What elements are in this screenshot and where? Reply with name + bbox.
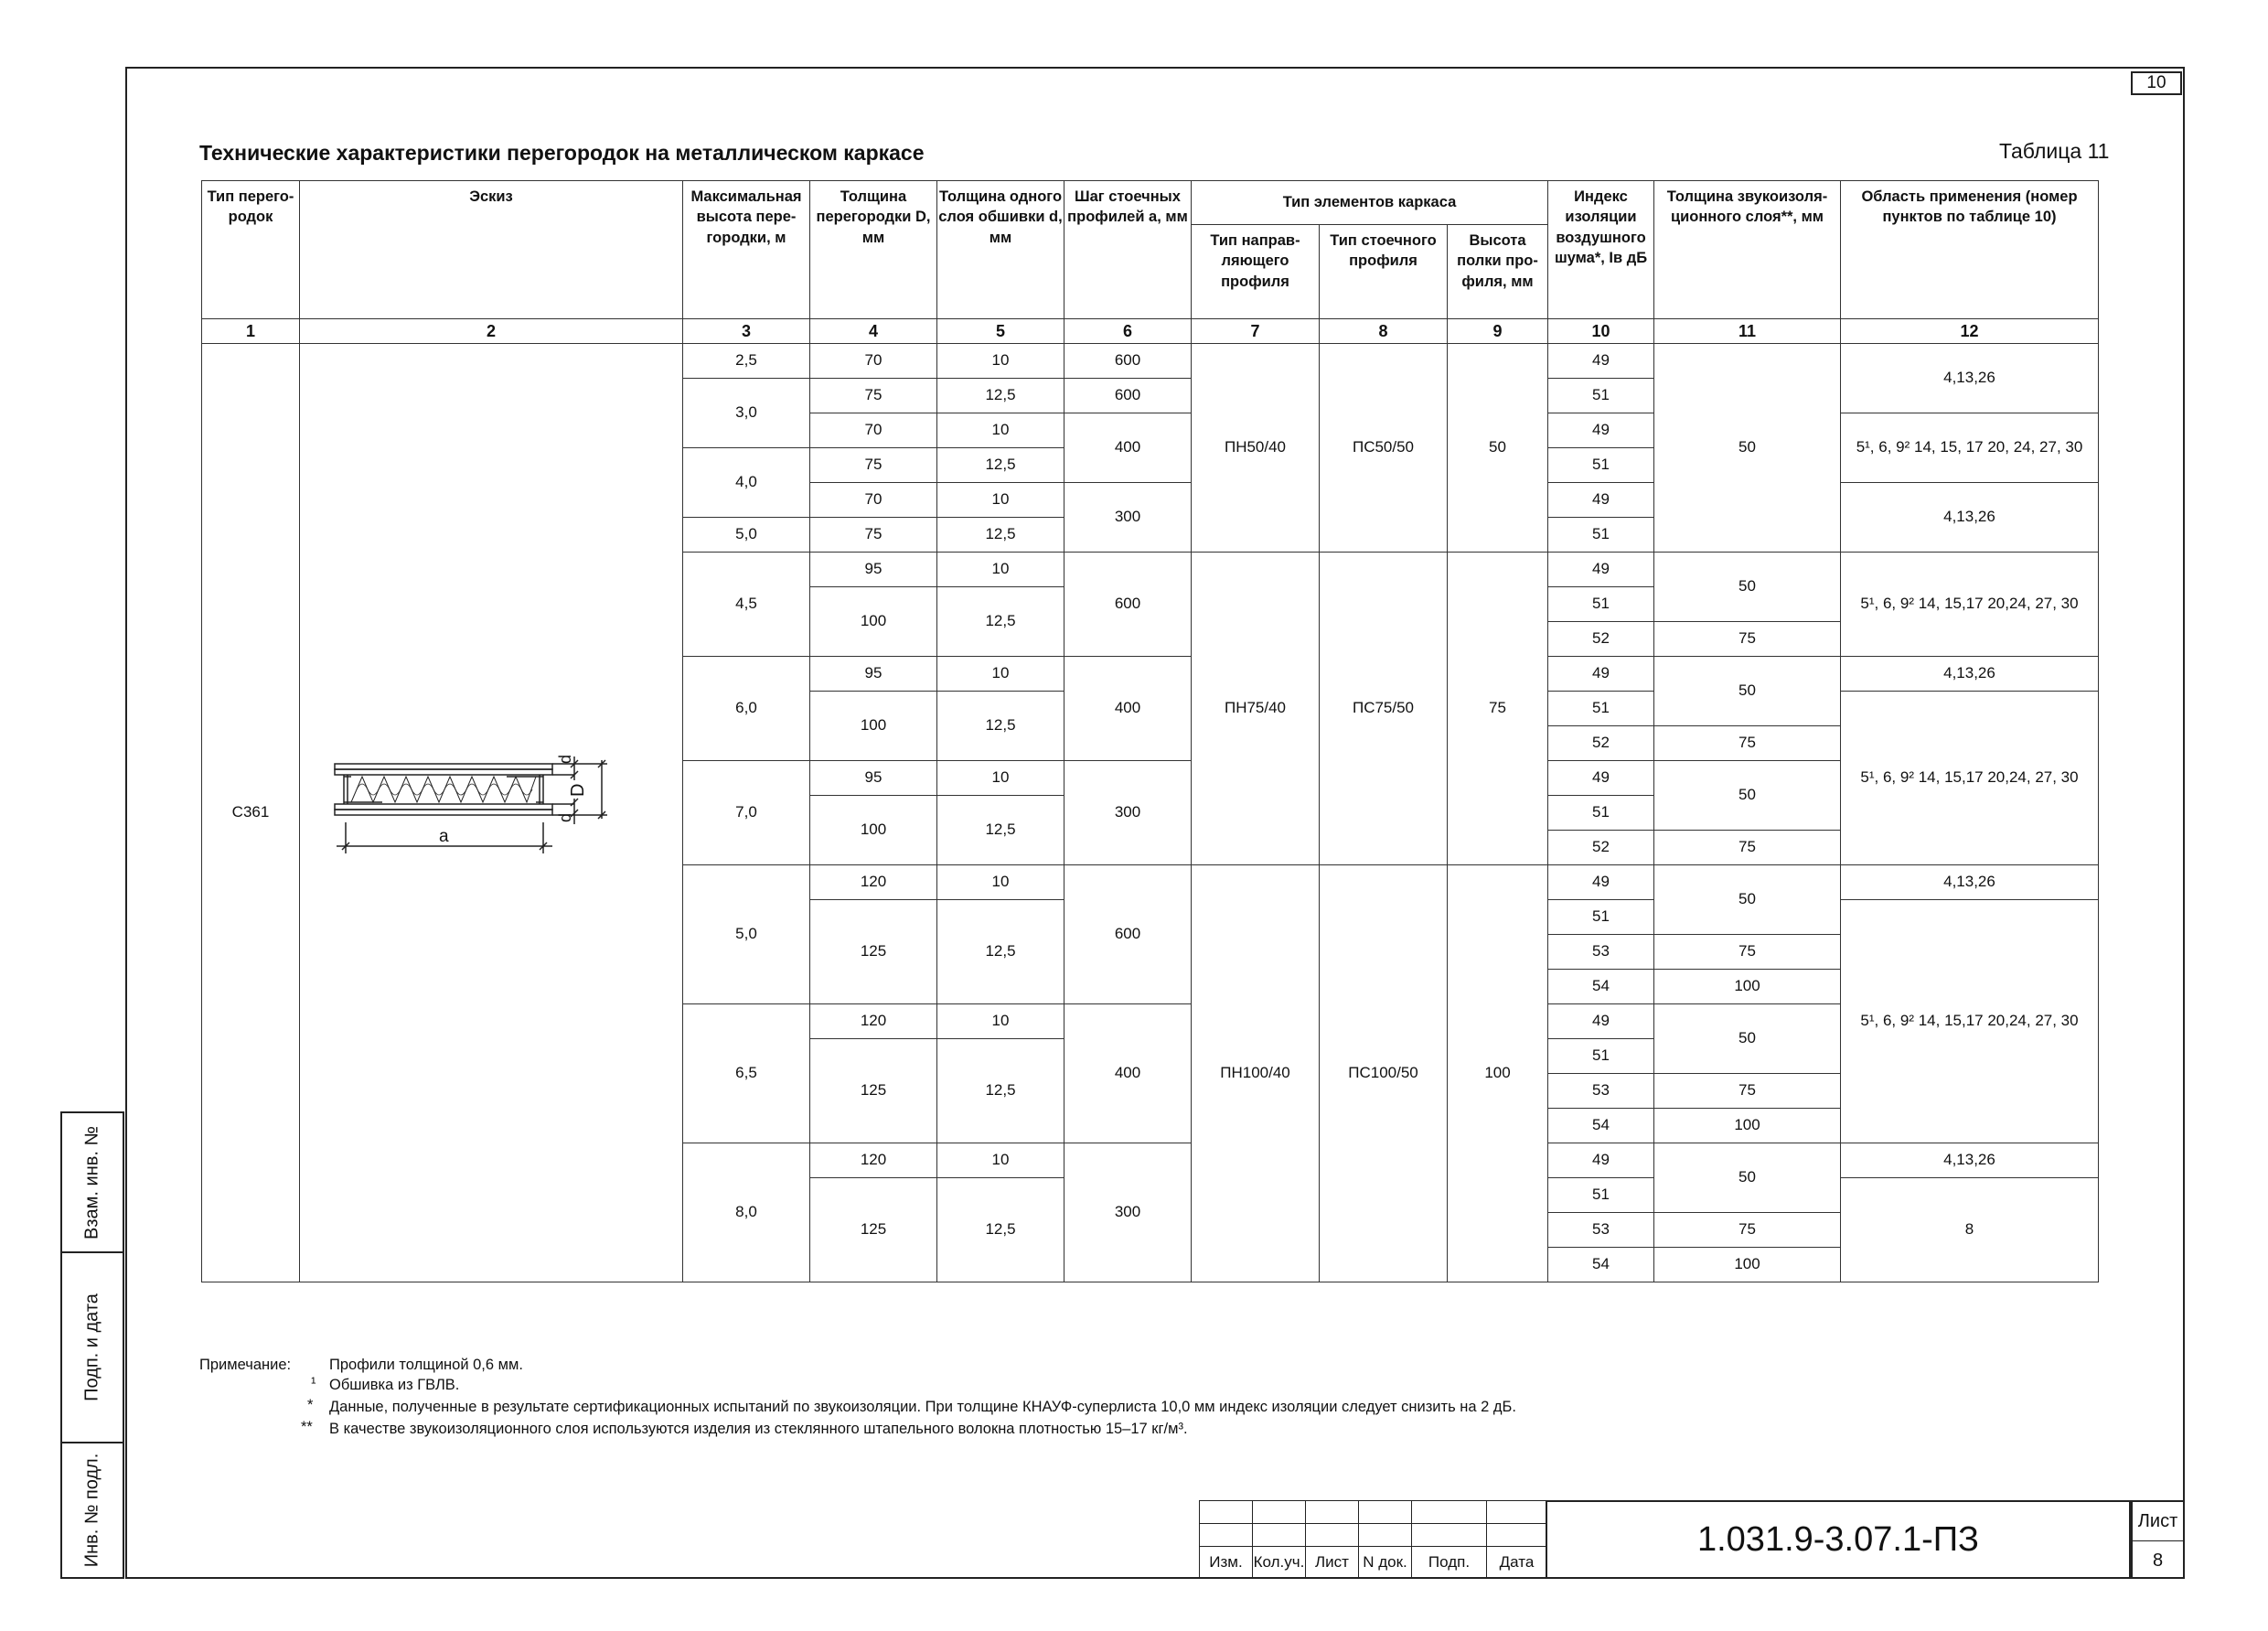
flange-height: 50 <box>1448 344 1548 553</box>
note-1-marker: ¹ <box>311 1375 316 1391</box>
col-num: 8 <box>1320 319 1448 344</box>
application: 4,13,26 <box>1841 1143 2099 1178</box>
thickness-D: 125 <box>810 1039 937 1143</box>
thickness-D: 120 <box>810 865 937 900</box>
application: 4,13,26 <box>1841 483 2099 553</box>
max-height: 4,0 <box>683 448 810 518</box>
col-num: 10 <box>1548 319 1654 344</box>
insulation: 75 <box>1654 622 1841 657</box>
application: 5¹, 6, 9² 14, 15,17 20,24, 27, 30 <box>1841 692 2099 865</box>
insulation: 100 <box>1654 1109 1841 1143</box>
index: 53 <box>1548 1074 1654 1109</box>
max-height: 2,5 <box>683 344 810 379</box>
note-2-marker: * <box>307 1397 314 1413</box>
insulation: 50 <box>1654 1004 1841 1074</box>
partition-sketch <box>300 736 682 883</box>
characteristics-table <box>201 180 2099 1282</box>
partition-type: С361 <box>202 344 300 1282</box>
header-index: Индекс изоляции воздушного шума*, Iв дБ <box>1548 181 1654 319</box>
sketch-label-d-bottom: d <box>556 813 574 823</box>
layer-d: 10 <box>937 553 1064 587</box>
header-insulation: Толщина звукоизоля-ционного слоя**, мм <box>1654 181 1841 319</box>
index: 53 <box>1548 1213 1654 1248</box>
index: 49 <box>1548 553 1654 587</box>
side-label-replace-inv: Взам. инв. № <box>81 1125 102 1239</box>
index: 49 <box>1548 413 1654 448</box>
layer-d: 12,5 <box>937 1039 1064 1143</box>
layer-d: 10 <box>937 761 1064 796</box>
layer-d: 10 <box>937 1143 1064 1178</box>
col-num: 5 <box>937 319 1064 344</box>
index: 49 <box>1548 344 1654 379</box>
guide-profile: ПН100/40 <box>1192 865 1320 1282</box>
thickness-D: 70 <box>810 483 937 518</box>
stamp-ndok: N док. <box>1359 1547 1412 1578</box>
flange-height: 100 <box>1448 865 1548 1282</box>
max-height: 5,0 <box>683 518 810 553</box>
header-flange-height: Высота полки про-филя, мм <box>1448 225 1548 319</box>
index: 49 <box>1548 1004 1654 1039</box>
sketch-label-D: D <box>568 783 588 798</box>
thickness-D: 75 <box>810 448 937 483</box>
index: 51 <box>1548 1039 1654 1074</box>
note-3-marker: ** <box>301 1419 313 1435</box>
index: 54 <box>1548 1248 1654 1282</box>
side-box-inv-orig <box>60 1442 124 1579</box>
header-sketch: Эскиз <box>300 181 683 319</box>
thickness-D: 95 <box>810 761 937 796</box>
layer-d: 12,5 <box>937 518 1064 553</box>
layer-d: 12,5 <box>937 1178 1064 1282</box>
col-num: 6 <box>1064 319 1192 344</box>
application: 8 <box>1841 1178 2099 1282</box>
layer-d: 12,5 <box>937 448 1064 483</box>
index: 51 <box>1548 379 1654 413</box>
index: 49 <box>1548 865 1654 900</box>
col-num: 7 <box>1192 319 1320 344</box>
stamp-podp: Подп. <box>1412 1547 1487 1578</box>
max-height: 3,0 <box>683 379 810 448</box>
sheet-box <box>2131 1500 2185 1579</box>
thickness-D: 100 <box>810 587 937 657</box>
sketch-cell <box>300 344 683 1282</box>
index: 49 <box>1548 483 1654 518</box>
stud-profile: ПС75/50 <box>1320 553 1448 865</box>
layer-d: 12,5 <box>937 796 1064 865</box>
thickness-D: 70 <box>810 344 937 379</box>
insulation: 50 <box>1654 657 1841 726</box>
insulation: 100 <box>1654 970 1841 1004</box>
table-title: Технические характеристики перегородок на металлическом каркасе <box>199 141 925 165</box>
side-box-replace-inv <box>60 1111 124 1253</box>
col-num: 3 <box>683 319 810 344</box>
insulation: 50 <box>1654 1143 1841 1213</box>
thickness-D: 95 <box>810 657 937 692</box>
header-type: Тип перего-родок <box>202 181 300 319</box>
max-height: 6,0 <box>683 657 810 761</box>
sketch-label-d-top: d <box>556 755 574 765</box>
thickness-D: 75 <box>810 379 937 413</box>
thickness-D: 100 <box>810 692 937 761</box>
note-1: Обшивка из ГВЛВ. <box>329 1377 460 1393</box>
layer-d: 12,5 <box>937 379 1064 413</box>
layer-d: 10 <box>937 865 1064 900</box>
insulation: 75 <box>1654 935 1841 970</box>
header-step-a: Шаг стоечных профилей a, мм <box>1064 181 1192 319</box>
insulation: 75 <box>1654 1213 1841 1248</box>
application: 5¹, 6, 9² 14, 15,17 20,24, 27, 30 <box>1841 553 2099 657</box>
stamp-list: Лист <box>1306 1547 1359 1578</box>
max-height: 8,0 <box>683 1143 810 1282</box>
index: 54 <box>1548 970 1654 1004</box>
thickness-D: 120 <box>810 1143 937 1178</box>
col-num: 4 <box>810 319 937 344</box>
layer-d: 12,5 <box>937 692 1064 761</box>
stamp-izm: Изм. <box>1200 1547 1253 1578</box>
step-a: 400 <box>1064 413 1192 483</box>
thickness-D: 95 <box>810 553 937 587</box>
note-3: В качестве звукоизоляционного слоя используются изделия из стеклянного штапельного волокна плотностью 15–17 кг/м³. <box>329 1421 1188 1437</box>
col-num: 11 <box>1654 319 1841 344</box>
page-number: 10 <box>2131 71 2182 95</box>
max-height: 6,5 <box>683 1004 810 1143</box>
sketch-label-a: a <box>439 827 449 847</box>
header-max-height: Максимальная высота пере-городки, м <box>683 181 810 319</box>
header-application: Область применения (номер пунктов по таблице 10) <box>1841 181 2099 319</box>
col-num: 12 <box>1841 319 2099 344</box>
stud-profile: ПС100/50 <box>1320 865 1448 1282</box>
sheet-number: 8 <box>2152 1550 2164 1571</box>
step-a: 300 <box>1064 483 1192 553</box>
insulation: 50 <box>1654 865 1841 935</box>
sheet-label: Лист <box>2133 1502 2183 1541</box>
max-height: 7,0 <box>683 761 810 865</box>
guide-profile: ПН50/40 <box>1192 344 1320 553</box>
thickness-D: 125 <box>810 1178 937 1282</box>
layer-d: 12,5 <box>937 900 1064 1004</box>
index: 51 <box>1548 692 1654 726</box>
index: 51 <box>1548 796 1654 831</box>
stud-profile: ПС50/50 <box>1320 344 1448 553</box>
step-a: 300 <box>1064 1143 1192 1282</box>
document-code: 1.031.9-3.07.1-ПЗ <box>1546 1500 2131 1579</box>
application: 5¹, 6, 9² 14, 15,17 20,24, 27, 30 <box>1841 900 2099 1143</box>
index: 51 <box>1548 448 1654 483</box>
insulation: 50 <box>1654 761 1841 831</box>
insulation: 50 <box>1654 344 1841 553</box>
header-thickness-D: Толщина перегородки D, мм <box>810 181 937 319</box>
application: 4,13,26 <box>1841 344 2099 413</box>
index: 52 <box>1548 831 1654 865</box>
application: 5¹, 6, 9² 14, 15, 17 20, 24, 27, 30 <box>1841 413 2099 483</box>
index: 51 <box>1548 518 1654 553</box>
index: 49 <box>1548 761 1654 796</box>
insulation: 50 <box>1654 553 1841 622</box>
max-height: 4,5 <box>683 553 810 657</box>
insulation: 75 <box>1654 831 1841 865</box>
step-a: 600 <box>1064 553 1192 657</box>
application: 4,13,26 <box>1841 657 2099 692</box>
index: 53 <box>1548 935 1654 970</box>
header-layer-d: Толщина одного слоя обшивки d, мм <box>937 181 1064 319</box>
header-guide-profile: Тип направ-ляющего профиля <box>1192 225 1320 319</box>
stamp-data: Дата <box>1487 1547 1547 1578</box>
layer-d: 10 <box>937 483 1064 518</box>
max-height: 5,0 <box>683 865 810 1004</box>
stamp-kol: Кол.уч. <box>1253 1547 1306 1578</box>
step-a: 400 <box>1064 657 1192 761</box>
index: 52 <box>1548 622 1654 657</box>
layer-d: 10 <box>937 344 1064 379</box>
side-box-sign-date <box>60 1251 124 1443</box>
index: 51 <box>1548 587 1654 622</box>
title-block-grid <box>1199 1500 1547 1578</box>
layer-d: 10 <box>937 1004 1064 1039</box>
col-num: 9 <box>1448 319 1548 344</box>
thickness-D: 120 <box>810 1004 937 1039</box>
step-a: 600 <box>1064 379 1192 413</box>
index: 54 <box>1548 1109 1654 1143</box>
insulation: 75 <box>1654 726 1841 761</box>
col-num: 1 <box>202 319 300 344</box>
col-num: 2 <box>300 319 683 344</box>
thickness-D: 125 <box>810 900 937 1004</box>
step-a: 600 <box>1064 344 1192 379</box>
notes-label: Примечание: <box>199 1357 292 1373</box>
layer-d: 12,5 <box>937 587 1064 657</box>
header-frame-elements: Тип элементов каркаса <box>1192 181 1548 225</box>
step-a: 600 <box>1064 865 1192 1004</box>
index: 52 <box>1548 726 1654 761</box>
layer-d: 10 <box>937 413 1064 448</box>
layer-d: 10 <box>937 657 1064 692</box>
note-2: Данные, полученные в результате сертификационных испытаний по звукоизоляции. При толщине КНАУФ-суперлиста 10,0 мм индекс изоляции следует снизить на 2 дБ. <box>329 1399 1516 1415</box>
step-a: 300 <box>1064 761 1192 865</box>
insulation: 75 <box>1654 1074 1841 1109</box>
side-label-sign-date: Подп. и дата <box>81 1293 102 1401</box>
side-label-inv-orig: Инв. № подл. <box>81 1453 102 1568</box>
application: 4,13,26 <box>1841 865 2099 900</box>
index: 49 <box>1548 657 1654 692</box>
index: 51 <box>1548 1178 1654 1213</box>
guide-profile: ПН75/40 <box>1192 553 1320 865</box>
flange-height: 75 <box>1448 553 1548 865</box>
step-a: 400 <box>1064 1004 1192 1143</box>
header-stud-profile: Тип стоечного профиля <box>1320 225 1448 319</box>
thickness-D: 75 <box>810 518 937 553</box>
thickness-D: 100 <box>810 796 937 865</box>
table-label: Таблица 11 <box>1999 139 2110 163</box>
note-0: Профили толщиной 0,6 мм. <box>329 1357 523 1373</box>
index: 49 <box>1548 1143 1654 1178</box>
thickness-D: 70 <box>810 413 937 448</box>
index: 51 <box>1548 900 1654 935</box>
insulation: 100 <box>1654 1248 1841 1282</box>
